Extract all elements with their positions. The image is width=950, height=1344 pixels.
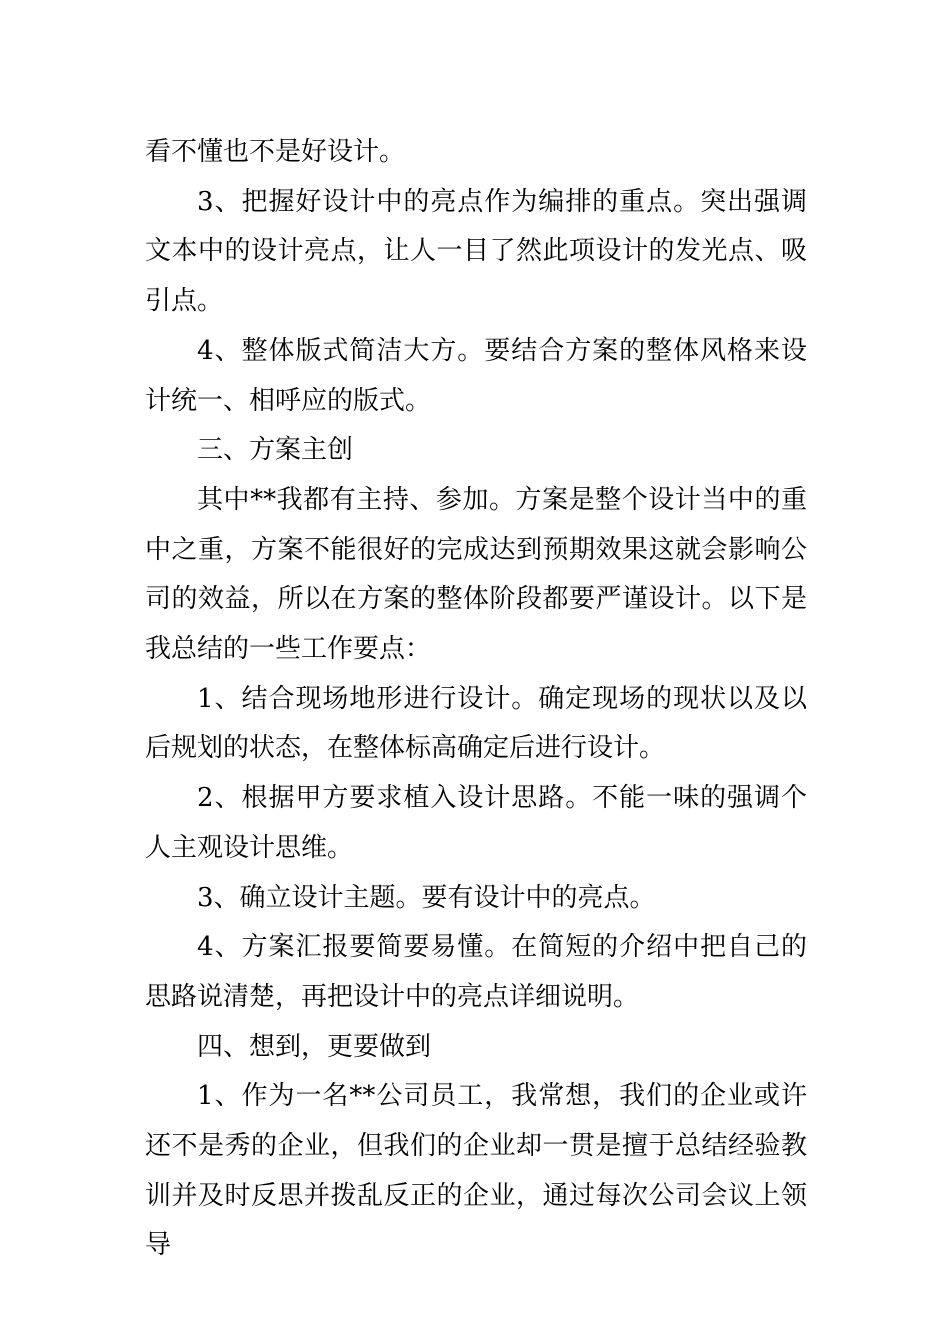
paragraph-section-3-point-4: 4、方案汇报要简要易懂。在简短的介绍中把自己的思路说清楚，再把设计中的亮点详细说明。	[145, 932, 807, 1012]
section-heading-4: 四、想到，更要做到	[197, 1031, 432, 1062]
section-heading-3: 三、方案主创	[197, 435, 354, 466]
paragraph-point-4-layout: 4、整体版式简洁大方。要结合方案的整体风格来设计统一、相呼应的版式。	[145, 335, 807, 416]
paragraph-section-4-point-1: 1、作为一名**公司员工，我常想，我们的企业或许还不是秀的企业，但我们的企业却一贯是擅于总结经验教训并及时反思并拨乱反正的企业，通过每次公司会议上领导	[145, 1081, 807, 1261]
paragraph-section-3-point-1: 1、结合现场地形进行设计。确定现场的现状以及以后规划的状态，在整体标高确定后进行设计。	[145, 683, 807, 764]
paragraph-point-3-highlight: 3、把握好设计中的亮点作为编排的重点。突出强调文本中的设计亮点，让人一目了然此项设计的发光点、吸引点。	[145, 186, 807, 317]
paragraph-section-3-point-2: 2、根据甲方要求植入设计思路。不能一味的强调个人主观设计思维。	[145, 783, 807, 863]
paragraph-continuation: 看不懂也不是好设计。	[145, 137, 406, 167]
paragraph-section-3-point-3: 3、确立设计主题。要有设计中的亮点。	[197, 882, 656, 913]
document-body	[145, 128, 807, 1271]
paragraph-section-3-intro: 其中**我都有主持、参加。方案是整个设计当中的重中之重，方案不能很好的完成达到预期效果这就会影响公司的效益，所以在方案的整体阶段都要严谨设计。以下是我总结的一些工作要点：	[145, 484, 807, 665]
